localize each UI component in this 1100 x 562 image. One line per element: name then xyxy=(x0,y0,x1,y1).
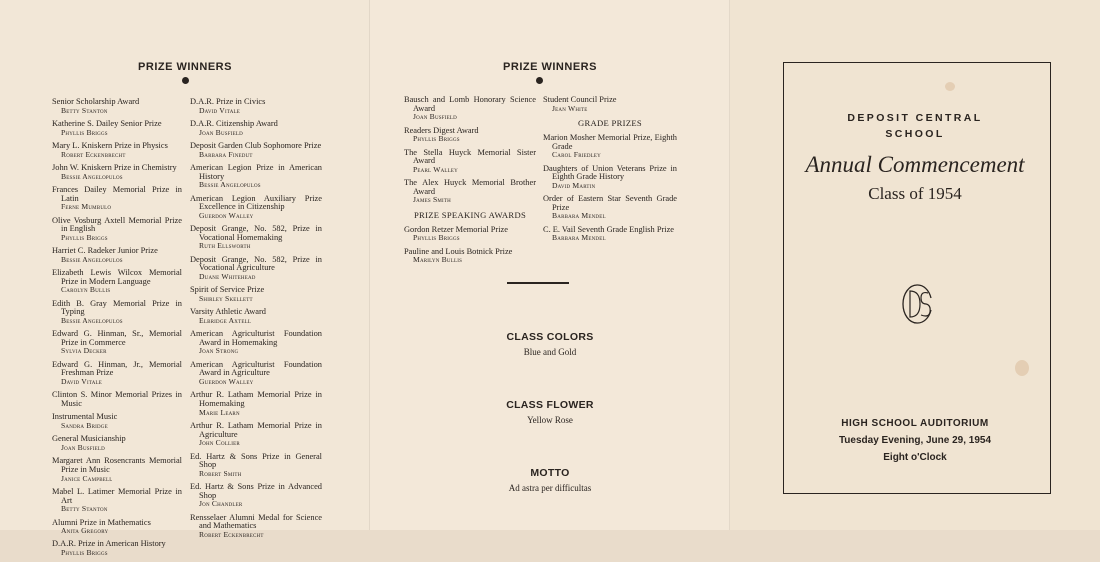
winner-name: Duane Whitehead xyxy=(199,271,256,281)
event-date: Tuesday Evening, June 29, 1954 xyxy=(838,435,992,446)
prize-column-left xyxy=(52,98,182,562)
winner-name: Carol Friedley xyxy=(552,150,601,160)
prize-title: Bausch and Lomb Honorary Science Award xyxy=(404,95,536,113)
prize-title: General Musicianship xyxy=(52,434,126,444)
prize-title: D.A.R. Prize in American History xyxy=(52,539,166,549)
prize-title: Katherine S. Dailey Senior Prize xyxy=(52,118,162,128)
prize-title: Varsity Athletic Award xyxy=(190,307,266,317)
prize-title: Rensselaer Alumni Medal for Science and Mathematics xyxy=(190,512,322,531)
prize-entry xyxy=(52,435,182,452)
prize-entry xyxy=(52,120,182,137)
class-flower-value: Yellow Rose xyxy=(527,415,573,425)
prize-column-left xyxy=(404,96,536,270)
prize-title: Frances Dailey Memorial Prize in Latin xyxy=(52,184,182,203)
prize-title: Clinton S. Minor Memorial Prizes in Music xyxy=(52,390,182,408)
panel-title: PRIZE WINNERS xyxy=(138,61,232,73)
winner-name: Joan Busfield xyxy=(61,442,105,452)
prize-entry xyxy=(543,165,677,191)
winner-name: Elbridge Axtell xyxy=(199,315,252,325)
winner-name: Guerdon Walley xyxy=(199,377,254,386)
prize-entry xyxy=(404,127,536,144)
winner-name: Sandra Bridge xyxy=(61,420,108,430)
winner-name: Joan Busfield xyxy=(199,127,243,137)
prize-winners-panel-left xyxy=(0,0,370,558)
prize-entry xyxy=(190,483,322,509)
prize-entry xyxy=(190,98,322,115)
prize-title: Mabel L. Latimer Memorial Prize in Art xyxy=(52,486,182,505)
prize-entry xyxy=(190,422,322,448)
prize-title: Olive Vosburg Axtell Memorial Prize in English xyxy=(52,215,182,234)
prize-winners-panel-middle xyxy=(370,0,730,530)
prize-title: Daughters of Union Veterans Prize in Eighth Grade History xyxy=(543,163,677,182)
prize-title: The Stella Huyck Memorial Sister Award xyxy=(404,147,536,166)
winner-name: Ferne Mumbulo xyxy=(61,202,112,212)
prize-title: Instrumental Music xyxy=(52,412,118,422)
prize-entry xyxy=(190,330,322,356)
winner-name: David Martin xyxy=(552,180,596,190)
prize-title: Deposit Garden Club Sophomore Prize xyxy=(190,140,322,150)
prize-entry xyxy=(190,256,322,282)
winner-name: Shirley Skellett xyxy=(199,293,253,303)
winner-name: Bessie Angelopulos xyxy=(199,180,261,190)
panel-title: PRIZE WINNERS xyxy=(503,61,597,73)
prize-title: Spirit of Service Prize xyxy=(190,285,265,295)
winner-name: Betty Stanton xyxy=(61,504,108,514)
prize-title: Deposit Grange, No. 582, Prize in Vocational Homemaking xyxy=(190,224,322,242)
winner-name: Phyllis Briggs xyxy=(61,232,108,242)
prize-entry xyxy=(52,247,182,264)
prize-title: Gordon Retzer Memorial Prize xyxy=(404,224,508,234)
winner-name: Marilyn Bullis xyxy=(413,255,463,265)
winner-name: Bessie Angelopulos xyxy=(61,171,123,181)
prize-column-right xyxy=(543,96,677,248)
prize-entry xyxy=(190,286,322,303)
winner-name: Bessie Angelopulos xyxy=(61,315,123,325)
winner-name: Pearl Walley xyxy=(413,164,458,174)
winner-name: Barbara Mendel xyxy=(552,233,606,243)
prize-entry xyxy=(190,225,322,251)
winner-name: Bessie Angelopulos xyxy=(61,254,123,264)
prize-entry xyxy=(190,142,322,159)
ornament-dot xyxy=(182,77,189,84)
class-flower-heading: CLASS FLOWER xyxy=(506,399,594,411)
prize-title: D.A.R. Citizenship Award xyxy=(190,118,278,128)
prize-entry xyxy=(52,488,182,514)
ornament-dot xyxy=(536,77,543,84)
prize-entry xyxy=(52,391,182,408)
prize-entry xyxy=(52,413,182,430)
prize-title: American Agriculturist Foundation Award in Agriculture xyxy=(190,359,322,378)
prize-title: Edward G. Hinman, Jr., Memorial Freshman Prize xyxy=(52,359,182,378)
prize-entry xyxy=(190,195,322,221)
prize-entry xyxy=(190,164,322,190)
prize-entry xyxy=(543,134,677,160)
prize-entry xyxy=(52,98,182,115)
prize-title: Pauline and Louis Botnick Prize xyxy=(404,246,513,256)
class-colors-value: Blue and Gold xyxy=(523,347,577,357)
prize-entry xyxy=(404,248,536,265)
cover-panel xyxy=(730,0,1100,530)
prize-entry xyxy=(404,149,536,175)
prize-entry xyxy=(190,308,322,325)
prize-title: Arthur R. Latham Memorial Prize in Homemaking xyxy=(190,390,322,408)
prize-entry xyxy=(543,96,677,113)
prize-title: Edith B. Gray Memorial Prize in Typing xyxy=(52,298,182,317)
class-year: Class of 1954 xyxy=(868,184,962,203)
commencement-title: Annual Commencement xyxy=(805,152,1025,177)
winner-name: Joan Strong xyxy=(199,346,239,356)
motto-value: Ad astra per difficultas xyxy=(508,483,592,493)
prize-entry xyxy=(190,120,322,137)
prize-entry xyxy=(52,186,182,212)
winner-name: Anita Gregory xyxy=(61,526,109,536)
winner-name: Marie Learn xyxy=(199,407,240,417)
divider-rule xyxy=(507,282,569,284)
dcs-monogram-logo xyxy=(900,282,934,326)
prize-entry xyxy=(52,164,182,181)
prize-title: Margaret Ann Rosencrants Memorial Prize in Music xyxy=(52,456,182,474)
prize-title: American Legion Auxiliary Prize Excellence in Citizenship xyxy=(190,193,322,212)
section-heading: GRADE PRIZES xyxy=(578,117,642,128)
winner-name: Sylvia Decker xyxy=(61,346,107,356)
prize-entry xyxy=(52,269,182,295)
prize-entry xyxy=(190,361,322,387)
prize-entry xyxy=(190,453,322,479)
winner-name: David Vitale xyxy=(61,377,103,386)
venue: HIGH SCHOOL AUDITORIUM xyxy=(841,418,989,429)
winner-name: David Vitale xyxy=(199,105,241,115)
winner-name: Phyllis Briggs xyxy=(61,127,108,137)
prize-title: Readers Digest Award xyxy=(404,125,479,135)
winner-name: Joan Busfield xyxy=(413,112,457,122)
section-heading: PRIZE SPEAKING AWARDS xyxy=(413,209,527,220)
prize-title: Ed. Hartz & Sons Prize in General Shop xyxy=(190,451,322,470)
winner-name: Barbara Mendel xyxy=(552,211,606,221)
prize-entry xyxy=(52,330,182,356)
winner-name: Jon Chandler xyxy=(199,499,243,509)
prize-title: Senior Scholarship Award xyxy=(52,97,140,106)
prize-title: D.A.R. Prize in Civics xyxy=(190,97,266,106)
prize-entry xyxy=(190,391,322,417)
prize-entry xyxy=(52,519,182,536)
prize-entry xyxy=(52,300,182,326)
winner-name: Ruth Ellsworth xyxy=(199,241,251,251)
winner-name: Robert Eckenbrecht xyxy=(199,529,264,539)
winner-name: Phyllis Briggs xyxy=(413,233,460,243)
prize-entry xyxy=(52,540,182,557)
prize-title: Arthur R. Latham Memorial Prize in Agriculture xyxy=(190,420,322,439)
winner-name: Carolyn Bullis xyxy=(61,285,111,295)
prize-entry xyxy=(543,195,677,221)
event-time: Eight o'Clock xyxy=(883,452,947,463)
prize-entry xyxy=(52,217,182,243)
prize-title: Edward G. Hinman, Sr., Memorial Prize in Commerce xyxy=(52,329,182,347)
prize-title: American Agriculturist Foundation Award in Homemaking xyxy=(190,329,322,347)
winner-name: Guerdon Walley xyxy=(199,210,254,220)
winner-name: Phyllis Briggs xyxy=(61,548,108,558)
winner-name: Robert Smith xyxy=(199,468,242,478)
school-name xyxy=(730,110,1100,142)
winner-name: Barbara Finedut xyxy=(199,149,253,159)
winner-name: John Collier xyxy=(199,438,240,448)
prize-title: The Alex Huyck Memorial Brother Award xyxy=(404,178,536,196)
prize-title: Alumni Prize in Mathematics xyxy=(52,517,151,527)
prize-title: Deposit Grange, No. 582, Prize in Vocational Agriculture xyxy=(190,254,322,273)
prize-entry xyxy=(190,514,322,540)
class-colors-heading: CLASS COLORS xyxy=(506,331,594,343)
winner-name: Phyllis Briggs xyxy=(413,134,460,144)
prize-title: Marion Mosher Memorial Prize, Eighth Grade xyxy=(543,132,677,151)
winner-name: Jean White xyxy=(552,103,588,113)
prize-title: C. E. Vail Seventh Grade English Prize xyxy=(543,224,675,234)
prize-title: Elizabeth Lewis Wilcox Memorial Prize in Modern Language xyxy=(52,268,182,286)
prize-entry xyxy=(404,96,536,122)
prize-entry xyxy=(543,226,677,243)
prize-entry xyxy=(52,457,182,483)
prize-entry xyxy=(404,179,536,205)
prize-title: Order of Eastern Star Seventh Grade Prize xyxy=(543,194,677,212)
winner-name: Janice Campbell xyxy=(61,473,113,483)
event-details xyxy=(730,415,1100,466)
winner-name: Robert Eckenbrecht xyxy=(61,149,126,159)
motto-heading: MOTTO xyxy=(530,467,570,479)
prize-title: Mary L. Kniskern Prize in Physics xyxy=(52,140,168,150)
prize-title: Harriet C. Radeker Junior Prize xyxy=(52,246,158,256)
prize-title: John W. Kniskern Prize in Chemistry xyxy=(52,162,177,172)
prize-title: Ed. Hartz & Sons Prize in Advanced Shop xyxy=(190,482,322,500)
prize-title: American Legion Prize in American History xyxy=(190,162,322,181)
winner-name: Betty Stanton xyxy=(61,105,108,115)
school-name-line1: DEPOSIT CENTRAL xyxy=(847,112,983,124)
prize-entry xyxy=(52,142,182,159)
prize-entry xyxy=(52,361,182,387)
prize-entry xyxy=(404,226,536,243)
prize-column-right xyxy=(190,98,322,544)
prize-title: Student Council Prize xyxy=(543,95,617,104)
school-name-line2: SCHOOL xyxy=(885,128,945,140)
winner-name: James Smith xyxy=(413,195,451,205)
